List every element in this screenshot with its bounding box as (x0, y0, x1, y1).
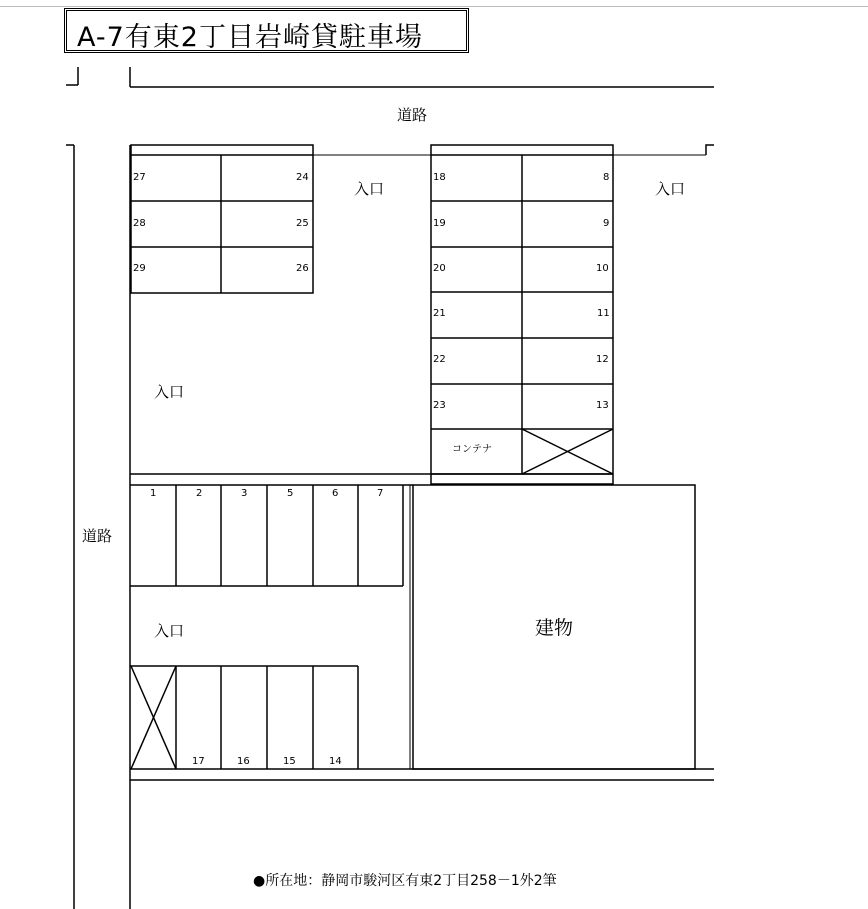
space-number: 28 (133, 218, 146, 229)
space-number: 23 (433, 400, 446, 411)
block-a (131, 145, 313, 293)
space-number: 14 (329, 756, 342, 767)
space-number: 6 (332, 488, 339, 499)
space-number: 19 (433, 218, 446, 229)
space-number: 12 (596, 354, 609, 365)
space-number: 21 (433, 308, 446, 319)
space-number: 9 (603, 218, 610, 229)
space-number: 11 (597, 308, 610, 319)
space-number: 24 (296, 172, 309, 183)
entrance-label: 入口 (154, 383, 185, 401)
space-number: 26 (296, 263, 309, 274)
container-label: コンテナ (452, 444, 492, 455)
space-number: 25 (296, 218, 309, 229)
space-number: 3 (241, 488, 248, 499)
space-number: 29 (133, 263, 146, 274)
space-number: 15 (283, 756, 296, 767)
building-label: 建物 (535, 617, 574, 639)
space-number: 18 (433, 172, 446, 183)
space-number: 16 (237, 756, 250, 767)
page-title: A-7有東2丁目岩崎貸駐車場 (77, 22, 423, 53)
space-number: 8 (603, 172, 610, 183)
space-number: 22 (433, 354, 446, 365)
entrance-label: 入口 (354, 180, 385, 198)
space-number: 27 (133, 172, 146, 183)
entrance-label: 入口 (154, 622, 185, 640)
corner-mark (706, 145, 714, 155)
space-number: 17 (192, 756, 205, 767)
road-label-left: 道路 (82, 527, 113, 545)
space-number: 5 (287, 488, 294, 499)
space-number: 13 (596, 400, 609, 411)
road-label-top: 道路 (397, 106, 428, 124)
space-number: 10 (596, 263, 609, 274)
space-number: 1 (150, 488, 157, 499)
title-box (64, 8, 469, 53)
space-number: 2 (196, 488, 203, 499)
entrance-label: 入口 (655, 180, 686, 198)
address-text: ●所在地：静岡市駿河区有東2丁目258－1外2筆 (253, 873, 557, 889)
space-number: 20 (433, 263, 446, 274)
space-number: 7 (377, 488, 384, 499)
